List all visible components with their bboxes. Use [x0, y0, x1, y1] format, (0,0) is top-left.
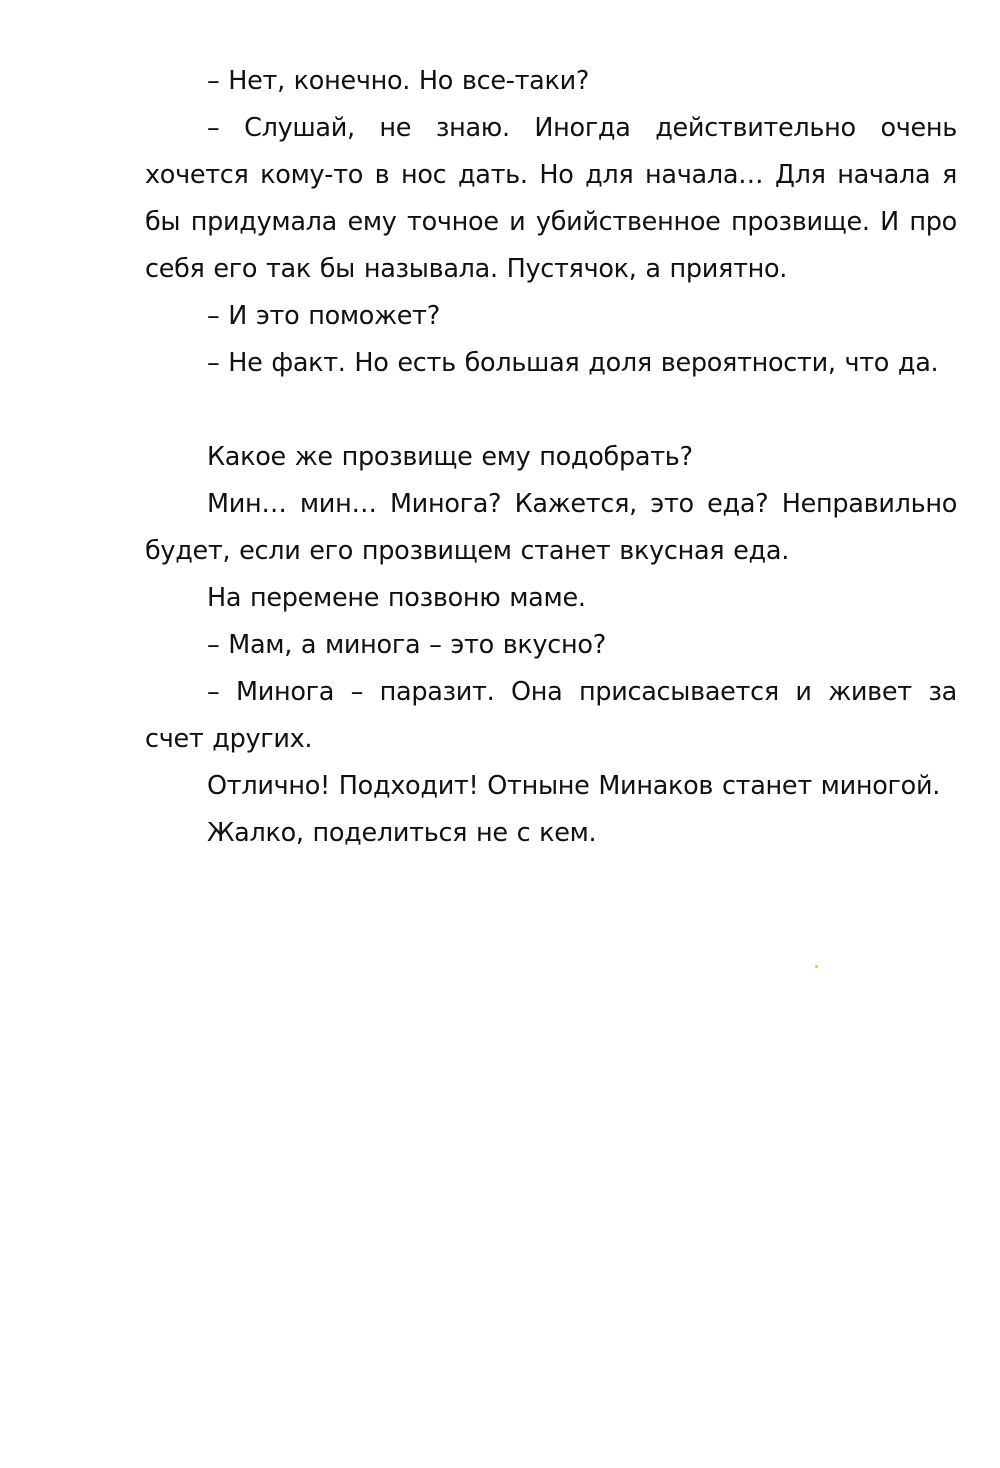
narration-paragraph: Мин… мин… Минога? Кажется, это еда? Неправильно будет, если его прозвищем станет вкусная еда.: [145, 489, 957, 566]
dialogue-line: – Минога – паразит. Она присасывается и живет за счет других.: [145, 677, 957, 754]
dialogue-line: – Мам, а минога – это вкусно?: [207, 630, 606, 660]
narration-paragraph: Жалко, поделиться не с кем.: [207, 818, 597, 848]
narration-paragraph: Отлично! Подходит! Отныне Минаков станет миногой.: [207, 771, 941, 801]
dialogue-line: – Нет, конечно. Но все-таки?: [207, 66, 590, 96]
book-page-text: [145, 58, 957, 857]
dialogue-line: – Не факт. Но есть большая доля вероятности, что да.: [207, 348, 939, 378]
narration-paragraph: На перемене позвоню маме.: [207, 583, 586, 613]
narration-paragraph: Какое же прозвище ему подобрать?: [207, 442, 693, 472]
dialogue-line: – И это поможет?: [207, 301, 440, 331]
scan-speck: [815, 965, 818, 968]
dialogue-line: – Слушай, не знаю. Иногда действительно очень хочется кому-то в нос дать. Но для начала… Для начала я бы придумала ему точное и убийственное прозвище. И про себя его так бы называла. Пустячок, а приятно.: [145, 113, 957, 284]
section-break: [145, 387, 957, 434]
